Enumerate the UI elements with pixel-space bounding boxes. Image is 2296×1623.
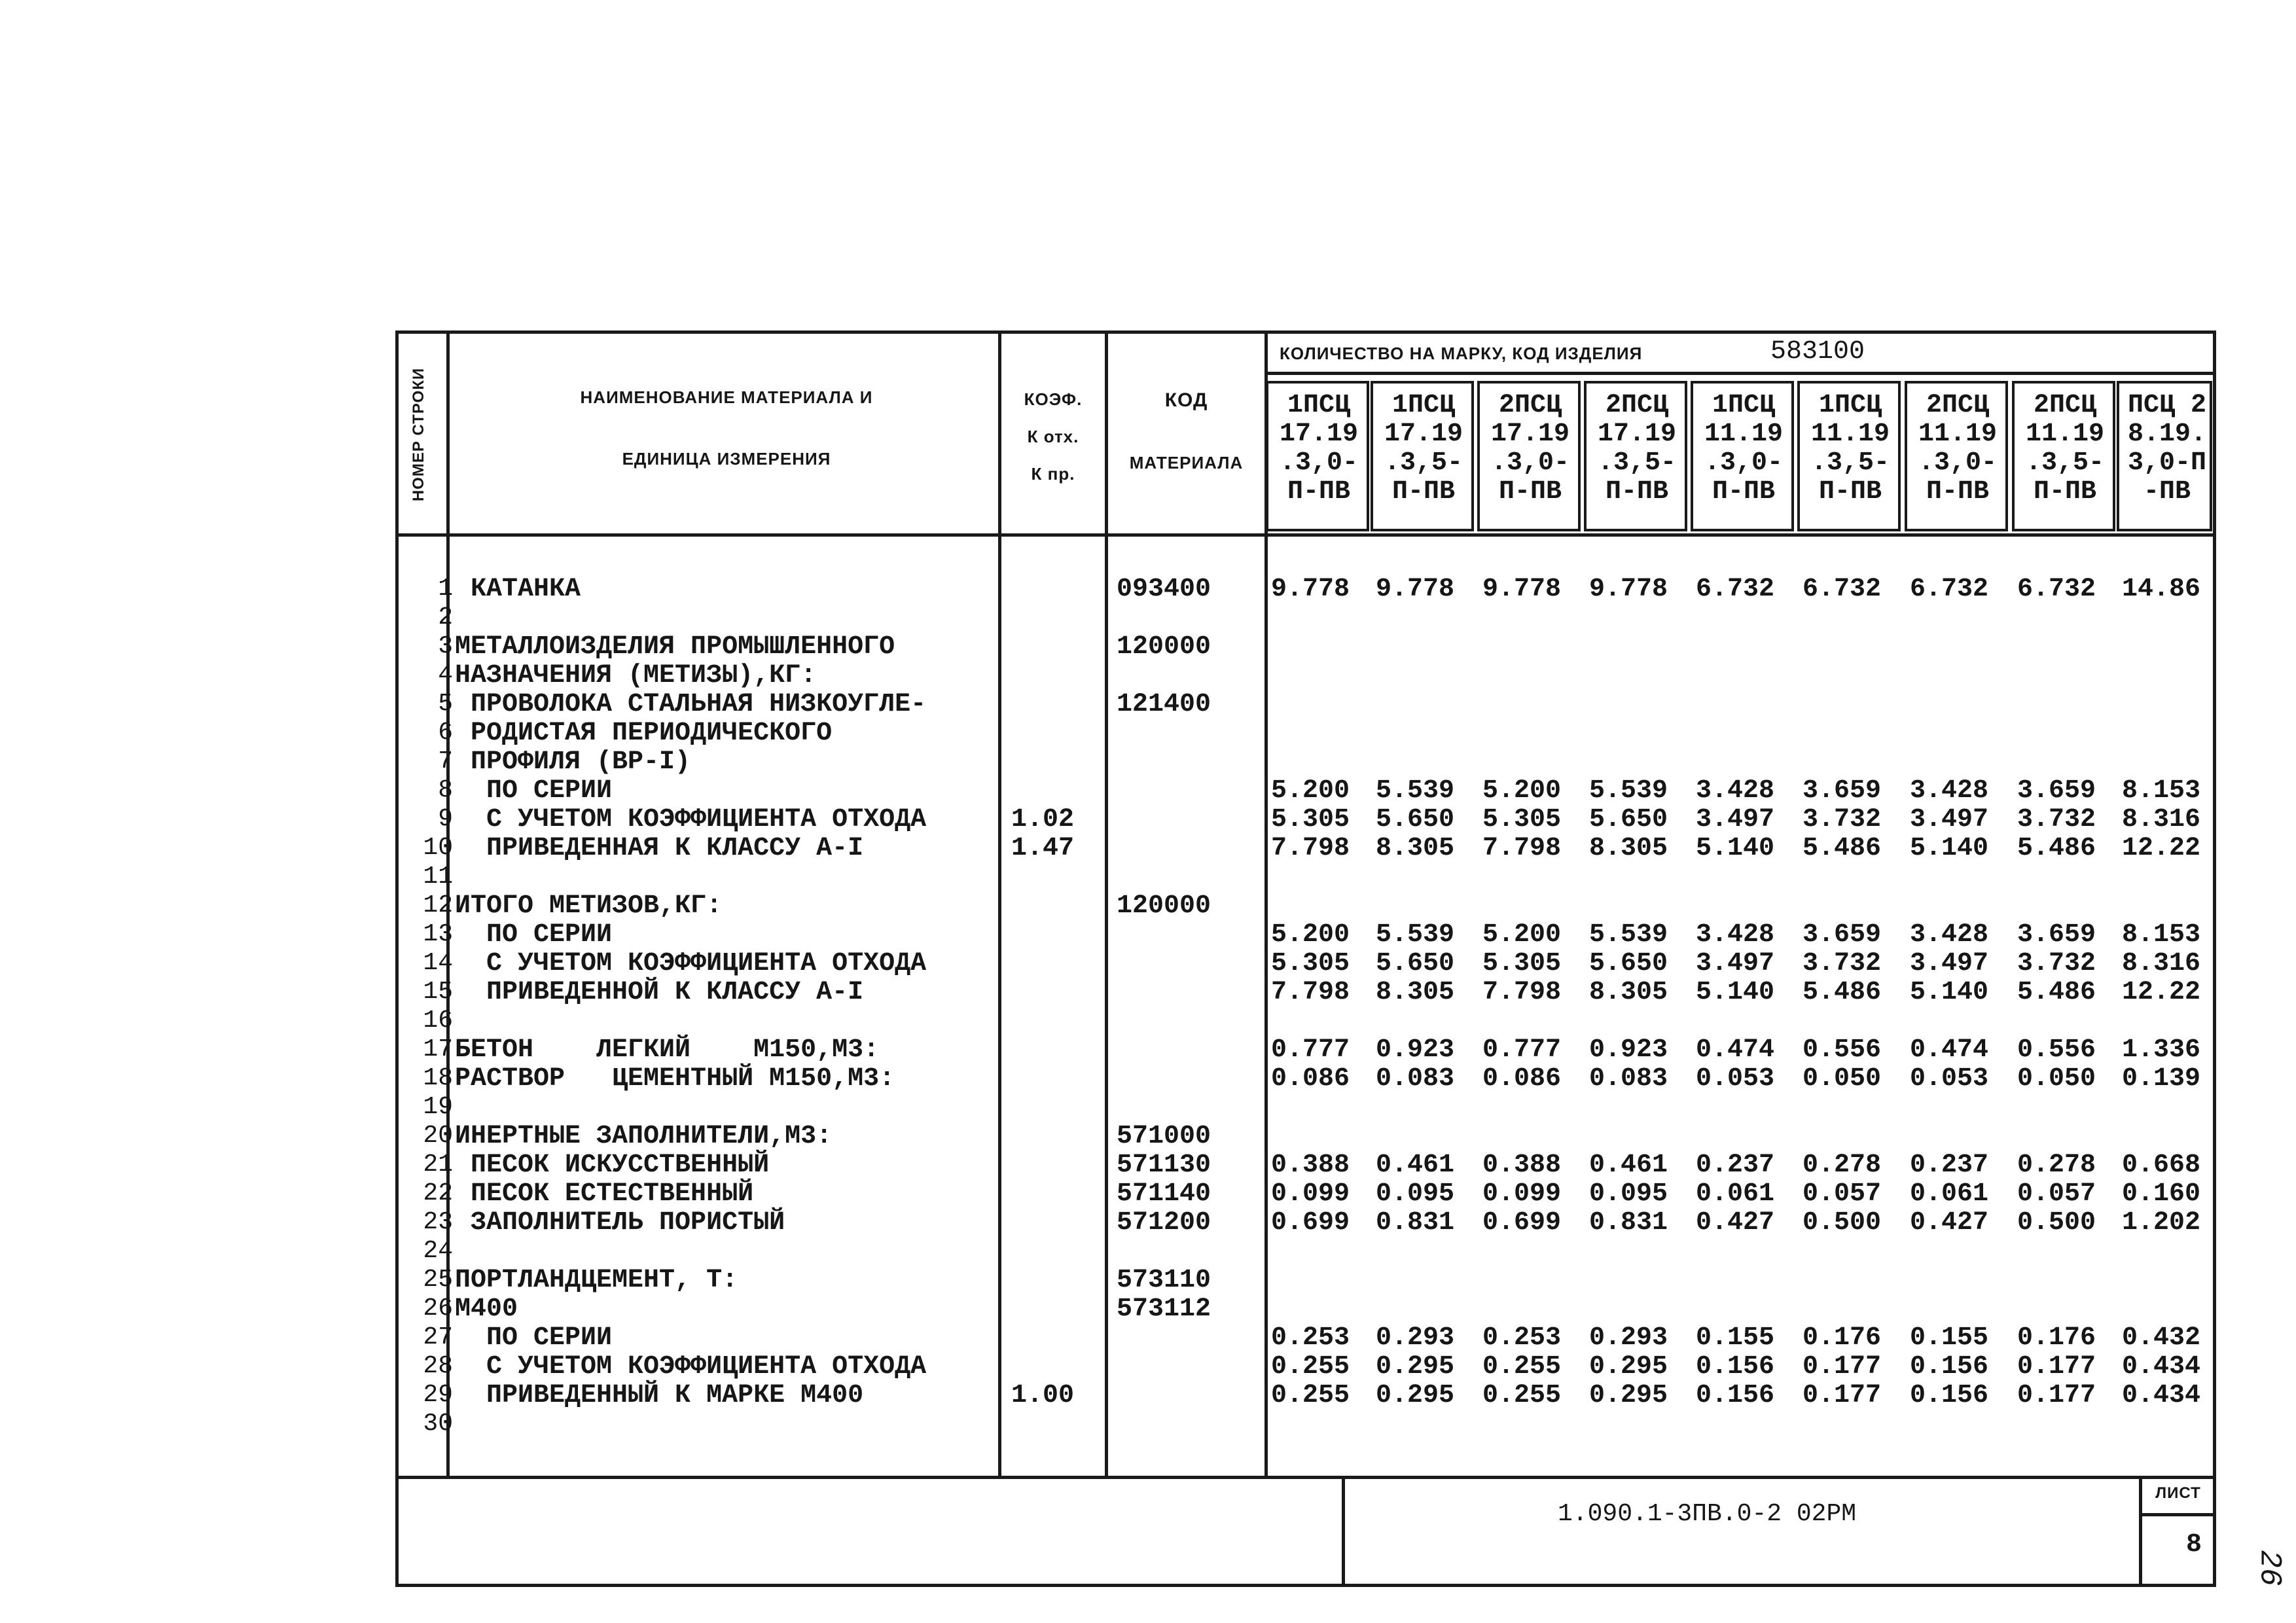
quantity-value: 3.659 [1803,920,1882,950]
material-name: ИНЕРТНЫЕ ЗАПОЛНИТЕЛИ,М3: [455,1122,833,1151]
quantity-value: 7.798 [1482,834,1562,863]
coef-reduce-header: К пр. [1031,464,1075,484]
row-number: 19 [423,1093,453,1121]
quantity-value: 5.650 [1376,949,1455,978]
quantity-value: 0.086 [1482,1064,1562,1094]
quantity-value: 0.293 [1376,1323,1455,1353]
quantity-value: 0.160 [2122,1179,2201,1209]
row-number: 13 [423,920,453,948]
row-number: 10 [423,834,453,862]
quantity-value: 0.099 [1482,1179,1562,1209]
row-number: 15 [423,978,453,1006]
quantity-value: 0.699 [1482,1208,1562,1238]
column-header-8: 2ПСЦ 11.19 .3,5- П-ПВ [2025,391,2105,507]
quantity-value: 5.539 [1376,920,1455,950]
sheet-label: ЛИСТ [2155,1484,2201,1502]
row-number: 17 [423,1035,453,1063]
unit-header: ЕДИНИЦА ИЗМЕРЕНИЯ [622,449,831,469]
quantity-value: 12.22 [2122,978,2201,1007]
quantity-value: 3.659 [2017,776,2096,806]
material-code: 571200 [1117,1208,1211,1238]
quantity-value: 0.278 [2017,1150,2096,1180]
material-code: 121400 [1117,690,1211,719]
material-name: ПРИВЕДЕННОЙ К КЛАССУ А-I [455,978,864,1007]
quantity-value: 0.556 [1803,1035,1882,1065]
quantity-value: 0.050 [2017,1064,2096,1094]
material-name: КАТАНКА [455,575,581,604]
coefficient: 1.02 [1011,805,1075,834]
row-number: 28 [423,1352,453,1380]
row-number: 26 [423,1294,453,1323]
quantity-value: 0.086 [1271,1064,1350,1094]
material-name: ИТОГО МЕТИЗОВ,КГ: [455,891,723,921]
quantity-value: 0.474 [1910,1035,1989,1065]
material-name: ПО СЕРИИ [455,1323,613,1353]
material-code: 573110 [1117,1266,1211,1295]
quantity-value: 0.434 [2122,1381,2201,1410]
quantity-value: 0.295 [1376,1381,1455,1410]
quantity-value: 0.388 [1482,1150,1562,1180]
quantity-value: 0.099 [1271,1179,1350,1209]
quantity-value: 8.153 [2122,776,2201,806]
quantity-value: 0.295 [1376,1352,1455,1382]
quantity-value: 0.057 [1803,1179,1882,1209]
column-header-9: ПСЦ 2 8.19. 3,0-П -ПВ [2127,391,2207,507]
material-code-header: МАТЕРИАЛА [1129,453,1244,473]
material-name: ПРОФИЛЯ (ВР-I) [455,747,691,777]
row-number: 11 [423,863,453,891]
row-number: 5 [438,690,453,718]
product-code: 583100 [1770,337,1865,366]
row-number: 16 [423,1007,453,1035]
material-name: С УЧЕТОМ КОЭФФИЦИЕНТА ОТХОДА [455,805,927,834]
quantity-value: 9.778 [1376,575,1455,604]
quantity-value: 3.428 [1696,920,1775,950]
column-header-2: 1ПСЦ 17.19 .3,5- П-ПВ [1384,391,1463,507]
quantity-value: 8.305 [1376,978,1455,1007]
quantity-value: 5.539 [1589,776,1668,806]
quantity-value: 3.497 [1910,805,1989,834]
quantity-value: 0.434 [2122,1352,2201,1382]
quantity-value: 0.461 [1589,1150,1668,1180]
quantity-value: 0.083 [1589,1064,1668,1094]
material-name: МЕТАЛЛОИЗДЕЛИЯ ПРОМЫШЛЕННОГО [455,632,895,662]
quantity-value: 0.831 [1376,1208,1455,1238]
quantity-value: 0.053 [1696,1064,1775,1094]
divider [2139,1513,2216,1516]
handwritten-mark: 26 [2252,1550,2287,1586]
quantity-value: 3.732 [1803,805,1882,834]
material-name: РАСТВОР ЦЕМЕНТНЫЙ М150,М3: [455,1064,895,1094]
material-code: 571130 [1117,1150,1211,1180]
quantity-value: 3.659 [2017,920,2096,950]
quantity-value: 0.095 [1376,1179,1455,1209]
quantity-value: 9.778 [1589,575,1668,604]
column-header-5: 1ПСЦ 11.19 .3,0- П-ПВ [1704,391,1784,507]
quantity-value: 0.177 [1803,1381,1882,1410]
row-number: 27 [423,1323,453,1351]
quantity-value: 0.427 [1910,1208,1989,1238]
material-name: М400 [455,1294,518,1324]
quantity-value: 0.156 [1696,1352,1775,1382]
quantity-value: 3.732 [2017,949,2096,978]
quantity-value: 5.140 [1696,978,1775,1007]
code-header: КОД [1164,389,1208,411]
quantity-value: 5.200 [1482,776,1562,806]
quantity-value: 3.497 [1696,949,1775,978]
row-number: 2 [438,603,453,632]
quantity-value: 3.428 [1910,776,1989,806]
quantity-value: 3.732 [1803,949,1882,978]
quantity-value: 0.699 [1271,1208,1350,1238]
quantity-value: 0.253 [1482,1323,1562,1353]
material-name: ПРИВЕДЕННАЯ К КЛАССУ А-I [455,834,864,863]
quantity-value: 5.305 [1482,805,1562,834]
material-code: 571000 [1117,1122,1211,1151]
quantity-value: 0.500 [2017,1208,2096,1238]
row-number: 7 [438,747,453,776]
quantity-value: 8.305 [1376,834,1455,863]
quantity-value: 3.428 [1910,920,1989,950]
row-number: 12 [423,891,453,919]
quantity-value: 0.500 [1803,1208,1882,1238]
quantity-value: 0.668 [2122,1150,2201,1180]
quantity-value: 0.177 [2017,1381,2096,1410]
quantity-value: 3.497 [1910,949,1989,978]
quantity-value: 6.732 [1696,575,1775,604]
material-code: 093400 [1117,575,1211,604]
material-name: ПЕСОК ЕСТЕСТВЕННЫЙ [455,1179,754,1209]
material-name: ПРИВЕДЕННЫЙ К МАРКЕ М400 [455,1381,864,1410]
quantity-value: 0.156 [1910,1352,1989,1382]
quantity-value: 3.732 [2017,805,2096,834]
quantity-value: 6.732 [1803,575,1882,604]
material-name: С УЧЕТОМ КОЭФФИЦИЕНТА ОТХОДА [455,1352,927,1382]
row-number: 22 [423,1179,453,1207]
quantity-value: 8.153 [2122,920,2201,950]
quantity-value: 3.428 [1696,776,1775,806]
quantity-value: 5.305 [1271,805,1350,834]
divider [395,1476,2216,1479]
document-code: 1.090.1-3ПВ.0-2 02РМ [1558,1500,1857,1528]
coef-waste-header: К отх. [1027,427,1079,446]
quantity-value: 0.427 [1696,1208,1775,1238]
quantity-value: 0.155 [1910,1323,1989,1353]
quantity-value: 5.650 [1376,805,1455,834]
quantity-value: 7.798 [1271,978,1350,1007]
material-code: 571140 [1117,1179,1211,1209]
quantity-value: 0.556 [2017,1035,2096,1065]
quantity-value: 0.253 [1271,1323,1350,1353]
material-name: С УЧЕТОМ КОЭФФИЦИЕНТА ОТХОДА [455,949,927,978]
row-number: 18 [423,1064,453,1092]
quantity-value: 5.486 [2017,834,2096,863]
quantity-value: 5.486 [1803,834,1882,863]
row-number: 21 [423,1150,453,1179]
quantity-value: 0.061 [1696,1179,1775,1209]
column-header-6: 1ПСЦ 11.19 .3,5- П-ПВ [1810,391,1890,507]
quantity-value: 6.732 [1910,575,1989,604]
material-name: НАЗНАЧЕНИЯ (МЕТИЗЫ),КГ: [455,661,817,690]
quantity-value: 0.050 [1803,1064,1882,1094]
quantity-value: 5.200 [1271,920,1350,950]
quantity-value: 5.305 [1271,949,1350,978]
quantity-value: 9.778 [1271,575,1350,604]
quantity-value: 0.777 [1271,1035,1350,1065]
quantity-value: 0.432 [2122,1323,2201,1353]
material-name: БЕТОН ЛЕГКИЙ М150,М3: [455,1035,880,1065]
row-number: 8 [438,776,453,804]
quantity-value: 0.139 [2122,1064,2201,1094]
quantity-value: 0.474 [1696,1035,1775,1065]
row-number: 3 [438,632,453,660]
quantity-value: 0.295 [1589,1381,1668,1410]
material-name: ПО СЕРИИ [455,776,613,806]
quantity-value: 5.650 [1589,805,1668,834]
quantity-value: 0.177 [2017,1352,2096,1382]
divider [1342,1476,1345,1587]
quantity-value: 8.316 [2122,805,2201,834]
quantity-value: 0.156 [1696,1381,1775,1410]
quantity-value: 5.305 [1482,949,1562,978]
quantity-value: 5.486 [2017,978,2096,1007]
quantity-value: 0.177 [1803,1352,1882,1382]
material-name: ПРОВОЛОКА СТАЛЬНАЯ НИЗКОУГЛЕ- [455,690,927,719]
coefficient: 1.00 [1011,1381,1075,1410]
row-number: 30 [423,1410,453,1438]
quantity-value: 0.295 [1589,1352,1668,1382]
quantity-value: 0.237 [1910,1150,1989,1180]
quantity-value: 6.732 [2017,575,2096,604]
quantity-value: 0.278 [1803,1150,1882,1180]
quantity-value: 0.176 [2017,1323,2096,1353]
quantity-value: 0.777 [1482,1035,1562,1065]
material-name-header: НАИМЕНОВАНИЕ МАТЕРИАЛА И [580,387,873,407]
quantity-value: 0.388 [1271,1150,1350,1180]
quantity-value: 1.202 [2122,1208,2201,1238]
quantity-value: 8.316 [2122,949,2201,978]
quantity-value: 0.293 [1589,1323,1668,1353]
quantity-value: 5.650 [1589,949,1668,978]
material-name: ПО СЕРИИ [455,920,613,950]
quantity-value: 0.923 [1376,1035,1455,1065]
quantity-value: 0.923 [1589,1035,1668,1065]
quantity-value: 7.798 [1271,834,1350,863]
quantity-value: 0.237 [1696,1150,1775,1180]
quantity-value: 5.539 [1376,776,1455,806]
material-name: ПОРТЛАНДЦЕМЕНТ, Т: [455,1266,738,1295]
quantity-value: 5.140 [1910,834,1989,863]
quantity-value: 0.831 [1589,1208,1668,1238]
row-number: 29 [423,1381,453,1409]
quantity-value: 5.200 [1482,920,1562,950]
quantity-value: 8.305 [1589,834,1668,863]
row-number: 14 [423,949,453,977]
quantity-value: 5.486 [1803,978,1882,1007]
column-header-1: 1ПСЦ 17.19 .3,0- П-ПВ [1279,391,1359,507]
quantity-value: 0.156 [1910,1381,1989,1410]
column-header-7: 2ПСЦ 11.19 .3,0- П-ПВ [1918,391,1998,507]
quantity-value: 1.336 [2122,1035,2201,1065]
quantity-value: 12.22 [2122,834,2201,863]
quantity-value: 5.200 [1271,776,1350,806]
divider [1265,372,2216,375]
column-header-3: 2ПСЦ 17.19 .3,0- П-ПВ [1490,391,1570,507]
material-name: РОДИСТАЯ ПЕРИОДИЧЕСКОГО [455,719,833,748]
quantity-value: 0.053 [1910,1064,1989,1094]
row-number: 23 [423,1208,453,1236]
quantity-value: 0.176 [1803,1323,1882,1353]
material-name: ЗАПОЛНИТЕЛЬ ПОРИСТЫЙ [455,1208,785,1238]
row-number: 20 [423,1122,453,1150]
quantity-value: 14.86 [2122,575,2201,604]
divider [998,330,1001,1476]
row-number: 1 [438,575,453,603]
column-header-4: 2ПСЦ 17.19 .3,5- П-ПВ [1597,391,1677,507]
row-number: 4 [438,661,453,689]
material-code: 573112 [1117,1294,1211,1324]
quantity-value: 0.461 [1376,1150,1455,1180]
quantity-value: 0.057 [2017,1179,2096,1209]
coefficient: 1.47 [1011,834,1075,863]
quantity-value: 0.255 [1271,1381,1350,1410]
quantity-value: 9.778 [1482,575,1562,604]
material-name: ПЕСОК ИСКУССТВЕННЫЙ [455,1150,770,1180]
material-code: 120000 [1117,891,1211,921]
row-number-label: НОМЕР СТРОКИ [410,367,427,502]
quantity-value: 3.659 [1803,776,1882,806]
quantity-value: 5.140 [1910,978,1989,1007]
row-number: 25 [423,1266,453,1294]
sheet-number: 8 [2186,1530,2202,1560]
quantity-value: 7.798 [1482,978,1562,1007]
quantity-title: КОЛИЧЕСТВО НА МАРКУ, КОД ИЗДЕЛИЯ [1280,344,1643,363]
quantity-value: 0.255 [1271,1352,1350,1382]
quantity-value: 8.305 [1589,978,1668,1007]
divider [1105,330,1108,1476]
quantity-value: 0.255 [1482,1352,1562,1382]
row-number: 6 [438,719,453,747]
material-code: 120000 [1117,632,1211,662]
quantity-value: 0.061 [1910,1179,1989,1209]
coef-header: КОЭФ. [1024,389,1083,409]
quantity-value: 0.095 [1589,1179,1668,1209]
quantity-value: 5.539 [1589,920,1668,950]
quantity-value: 0.155 [1696,1323,1775,1353]
quantity-value: 0.255 [1482,1381,1562,1410]
quantity-value: 5.140 [1696,834,1775,863]
row-number: 9 [438,805,453,833]
divider [395,533,2216,537]
row-number: 24 [423,1237,453,1265]
quantity-value: 3.497 [1696,805,1775,834]
quantity-value: 0.083 [1376,1064,1455,1094]
